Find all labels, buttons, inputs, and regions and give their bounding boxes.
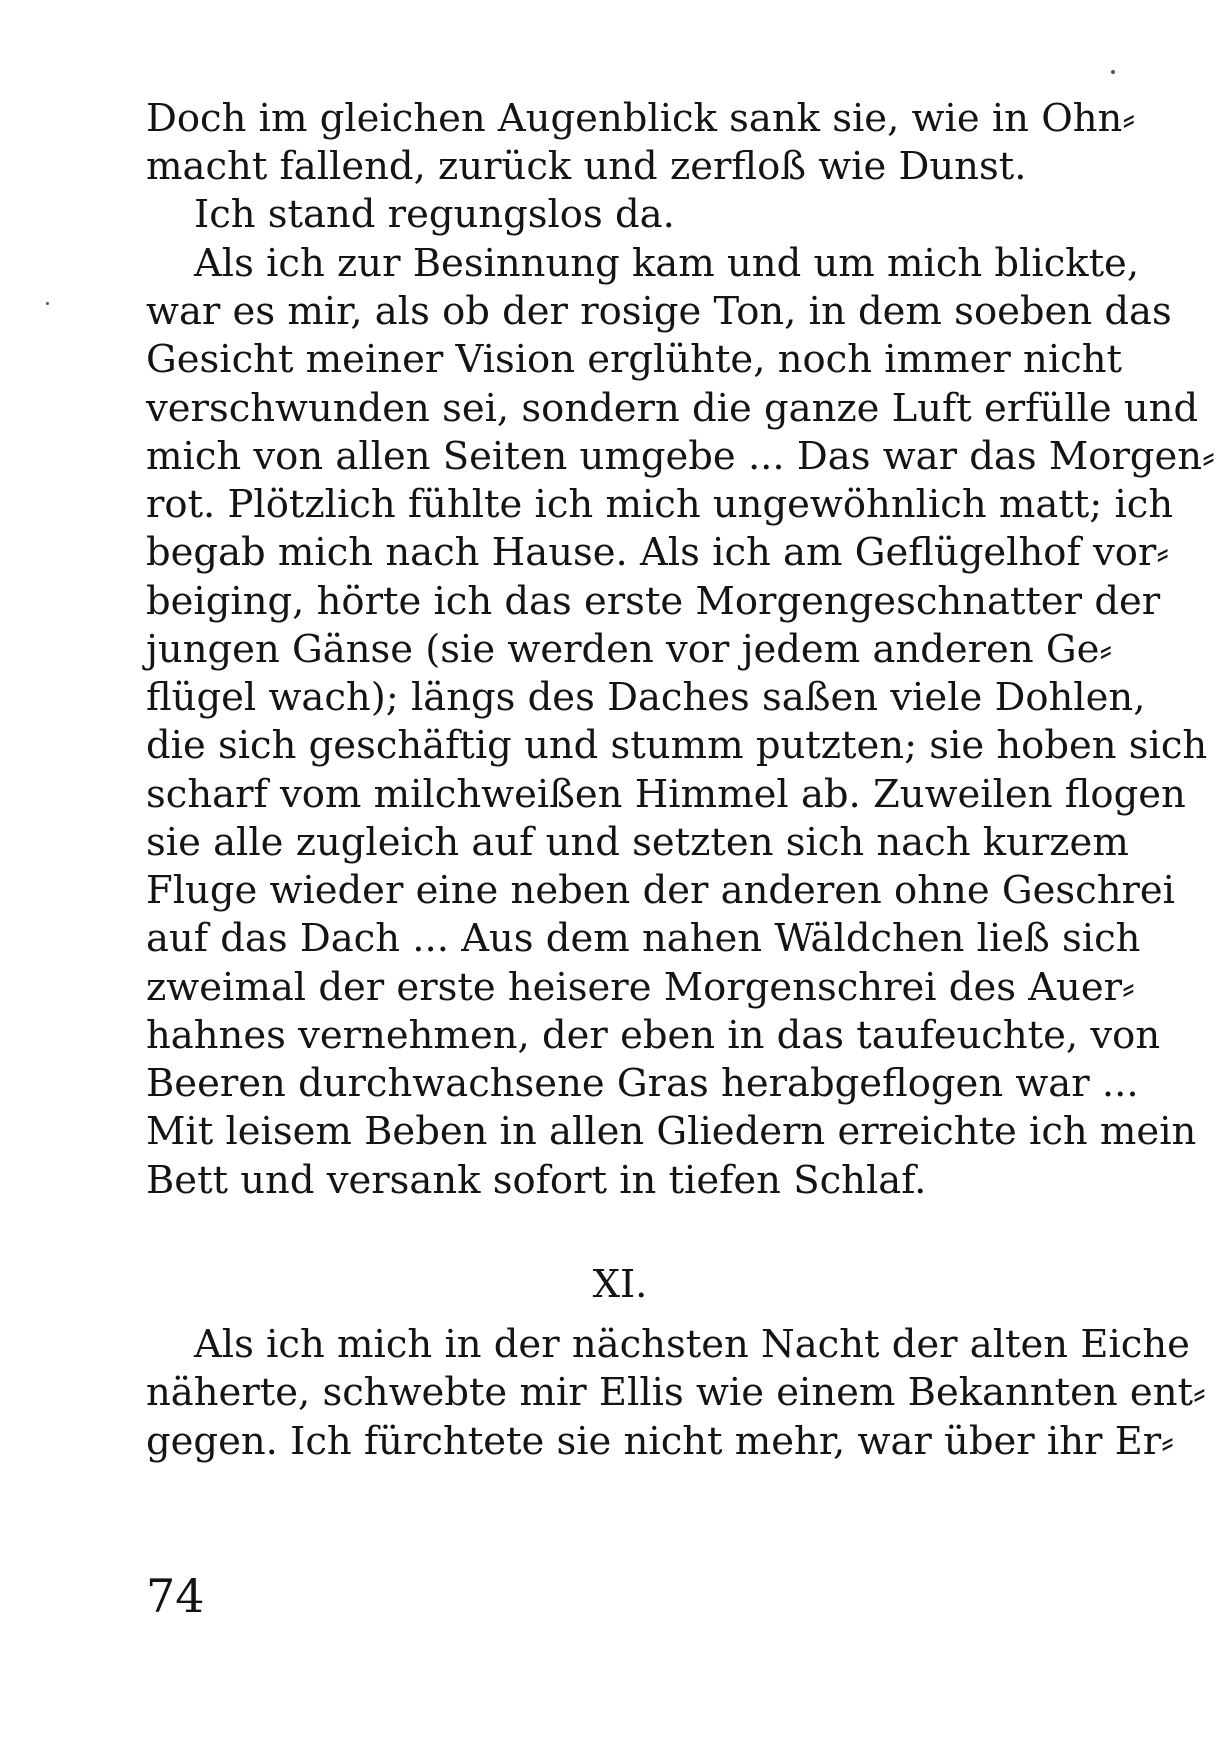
scan-speck [1111, 70, 1115, 74]
text-line-9: rot. Plötzlich fühlte ich mich ungewöhnlich matt; ich [146, 482, 1174, 527]
chapter-heading: XI. [592, 1262, 648, 1307]
chapter-line-3: gegen. Ich fürchtete sie nicht mehr, war über ihr Er⸗ [146, 1419, 1174, 1464]
text-line-2: macht fallend, zurück und zerfloß wie Dunst. [146, 144, 1027, 189]
text-line-6: Gesicht meiner Vision erglühte, noch immer nicht [146, 337, 1122, 382]
text-line-15: scharf vom milchweißen Himmel ab. Zuweilen flogen [146, 772, 1186, 817]
scan-speck [46, 302, 49, 305]
book-page [146, 92, 1215, 1692]
text-line-1: Doch im gleichen Augenblick sank sie, wie in Ohn⸗ [146, 96, 1136, 141]
text-line-10: begab mich nach Hause. Als ich am Geflügelhof vor⸗ [146, 530, 1170, 575]
text-line-22: Mit leisem Beben in allen Gliedern erreichte ich mein [146, 1109, 1197, 1154]
page-number: 74 [146, 1569, 205, 1623]
text-line-17: Fluge wieder eine neben der anderen ohne Geschrei [146, 868, 1175, 913]
text-line-3: Ich stand regungslos da. [194, 192, 675, 237]
text-line-23: Bett und versank sofort in tiefen Schlaf. [146, 1158, 927, 1203]
text-line-16: sie alle zugleich auf und setzten sich nach kurzem [146, 820, 1129, 865]
text-line-8: mich von allen Seiten umgebe ... Das war das Morgen⸗ [146, 434, 1215, 479]
chapter-line-2: näherte, schwebte mir Ellis wie einem Bekannten ent⸗ [146, 1370, 1206, 1415]
text-line-18: auf das Dach ... Aus dem nahen Wäldchen ließ sich [146, 916, 1141, 961]
text-line-21: Beeren durchwachsene Gras herabgeflogen war ... [146, 1061, 1139, 1106]
text-line-7: verschwunden sei, sondern die ganze Luft erfülle und [146, 386, 1199, 431]
text-line-11: beiging, hörte ich das erste Morgengeschnatter der [146, 579, 1161, 624]
text-line-12: jungen Gänse (sie werden vor jedem anderen Ge⸗ [146, 627, 1113, 672]
text-line-14: die sich geschäftig und stumm putzten; sie hoben sich [146, 723, 1208, 768]
text-line-4: Als ich zur Besinnung kam und um mich blickte, [194, 241, 1140, 286]
text-line-5: war es mir, als ob der rosige Ton, in dem soeben das [146, 289, 1172, 334]
text-line-19: zweimal der erste heisere Morgenschrei des Auer⸗ [146, 965, 1135, 1010]
chapter-line-1: Als ich mich in der nächsten Nacht der alten Eiche [194, 1322, 1190, 1367]
text-line-13: flügel wach); längs des Daches saßen viele Dohlen, [146, 675, 1146, 720]
text-line-20: hahnes vernehmen, der eben in das taufeuchte, von [146, 1013, 1161, 1058]
